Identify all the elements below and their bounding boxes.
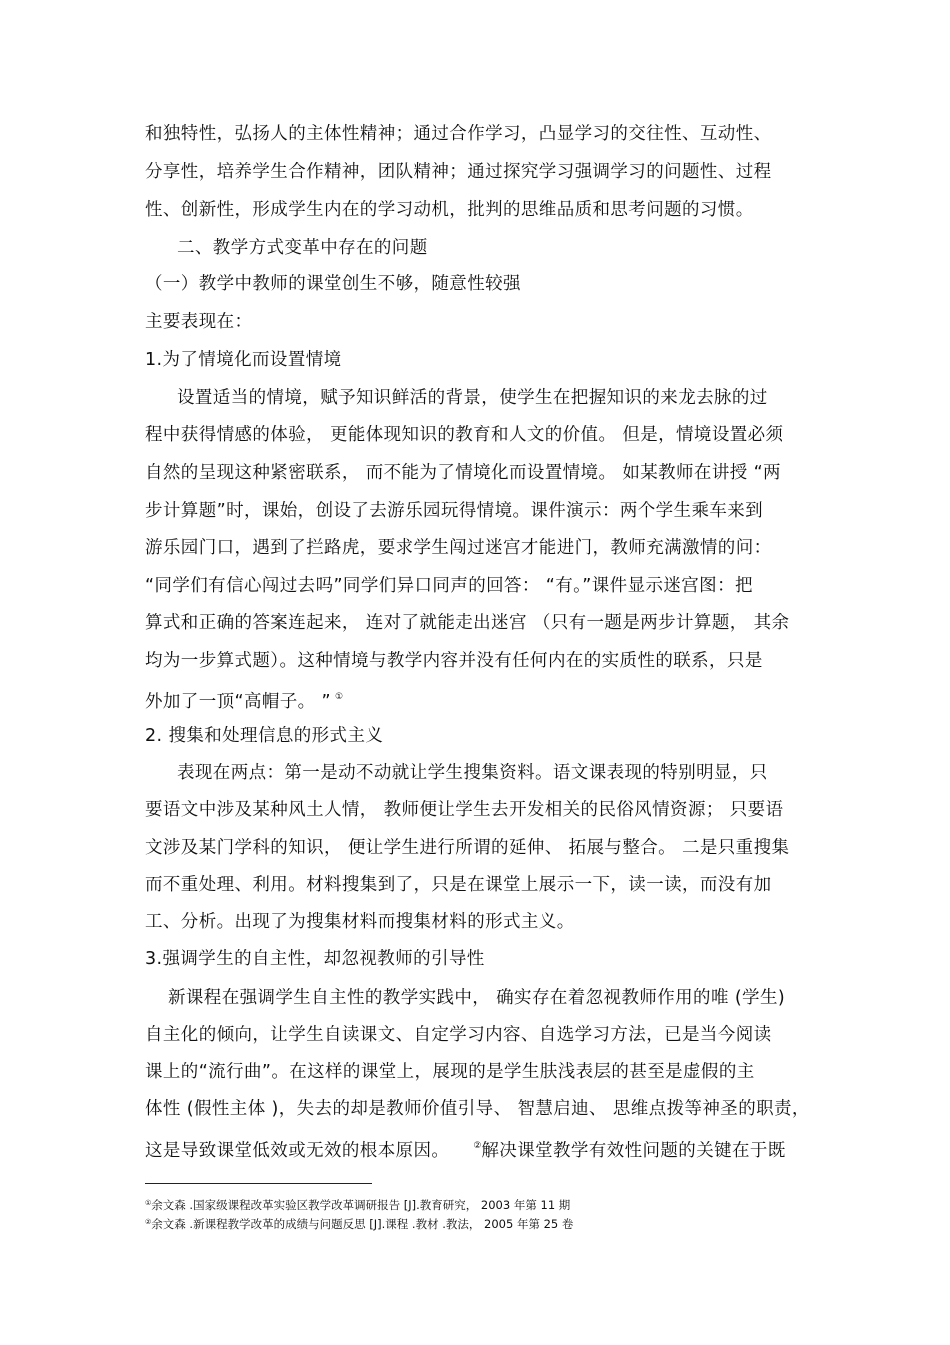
paragraph-line: 表现在两点：第一是动不动就让学生搜集资料。语文课表现的特别明显，只: [177, 763, 768, 783]
item-heading-3: 3.强调学生的自主性，却忽视教师的引导性: [145, 949, 485, 969]
intro-text: 主要表现在：: [145, 312, 253, 332]
paragraph-line: 步计算题”时，课始，创设了去游乐园玩得情境。课件演示：两个学生乘车来到: [145, 501, 764, 521]
paragraph-line: 体性 (假性主体 )，失去的却是教师价值引导、 智慧启迪、 思维点拨等神圣的职责，: [145, 1099, 810, 1119]
paragraph-line: 设置适当的情境，赋予知识鲜活的背景，使学生在把握知识的来龙去脉的过: [177, 388, 768, 408]
paragraph-line: 性、创新性，形成学生内在的学习动机，批判的思维品质和思考问题的习惯。: [145, 200, 754, 220]
footnote-2: [145, 1215, 573, 1231]
line-text: 外加了一顶“高帽子。 ”: [145, 692, 331, 712]
paragraph-line: 分享性，培养学生合作精神，团队精神；通过探究学习强调学习的问题性、过程: [145, 162, 772, 182]
paragraph-line: 文涉及某门学科的知识， 便让学生进行所谓的延伸、 拓展与整合。 二是只重搜集: [145, 838, 790, 858]
footnote-divider: [145, 1183, 372, 1184]
footnote-1: [145, 1196, 570, 1212]
paragraph-line: 程中获得情感的体验， 更能体现知识的教育和人文的价值。 但是，情境设置必须: [145, 425, 784, 445]
footnote-mark: ①: [145, 1199, 152, 1207]
item-heading-2: 2. 搜集和处理信息的形式主义: [145, 726, 384, 746]
footnote-text: 余文森 .国家级课程改革实验区教学改革调研报告 [J].教育研究， 2003 年第 11 期: [151, 1198, 571, 1212]
footnote-mark: ②: [145, 1218, 152, 1226]
paragraph-line: 自然的呈现这种紧密联系， 而不能为了情境化而设置情境。 如某教师在讲授 “两: [145, 463, 781, 483]
paragraph-line: 算式和正确的答案连起来， 连对了就能走出迷宫 （只有一题是两步计算题， 其余: [145, 613, 790, 633]
paragraph-line: 工、分析。出现了为搜集材料而搜集材料的形式主义。: [145, 912, 575, 932]
subsection-heading: （一）教学中教师的课堂创生不够，随意性较强: [145, 274, 521, 294]
paragraph-line: 要语文中涉及某种风土人情， 教师便让学生去开发相关的民俗风情资源； 只要语: [145, 800, 784, 820]
paragraph-line: 自主化的倾向，让学生自读课文、自定学习内容、自选学习方法，已是当今阅读: [145, 1025, 772, 1045]
paragraph-line: 游乐园门口，遇到了拦路虎，要求学生闯过迷宫才能进门，教师充满激情的问：: [145, 538, 772, 558]
footnote-ref-2[interactable]: ②: [473, 1141, 482, 1151]
paragraph-line: 而不重处理、利用。材料搜集到了，只是在课堂上展示一下，读一读，而没有加: [145, 875, 772, 895]
section-heading: 二、教学方式变革中存在的问题: [177, 238, 428, 258]
paragraph-line: “同学们有信心闯过去吗”同学们异口同声的回答： “有。”课件显示迷宫图：把: [145, 576, 753, 596]
paragraph-line: 课上的“流行曲”。在这样的课堂上，展现的是学生肤浅表层的甚至是虚假的主: [145, 1062, 755, 1082]
paragraph-line: [145, 686, 343, 713]
footnote-text: 余文森 .新课程教学改革的成绩与问题反思 [J].课程 .教材 .教法， 2005 年第 25 卷: [151, 1217, 574, 1231]
paragraph-line: 均为一步算式题）。这种情境与教学内容并没有任何内在的实质性的联系，只是: [145, 651, 763, 671]
paragraph-line: 新课程在强调学生自主性的教学实践中， 确实存在着忽视教师作用的唯 (学生): [168, 988, 786, 1008]
footnote-ref-1[interactable]: ①: [335, 692, 344, 702]
line-text: 解决课堂教学有效性问题的关键在于既: [481, 1141, 786, 1161]
line-text: 这是导致课堂低效或无效的根本原因。: [145, 1141, 450, 1161]
item-heading-1: 1.为了情境化而设置情境: [145, 350, 342, 370]
paragraph-line: 和独特性，弘扬人的主体性精神；通过合作学习，凸显学习的交往性、互动性、: [145, 124, 772, 144]
paragraph-line: [145, 1135, 786, 1162]
